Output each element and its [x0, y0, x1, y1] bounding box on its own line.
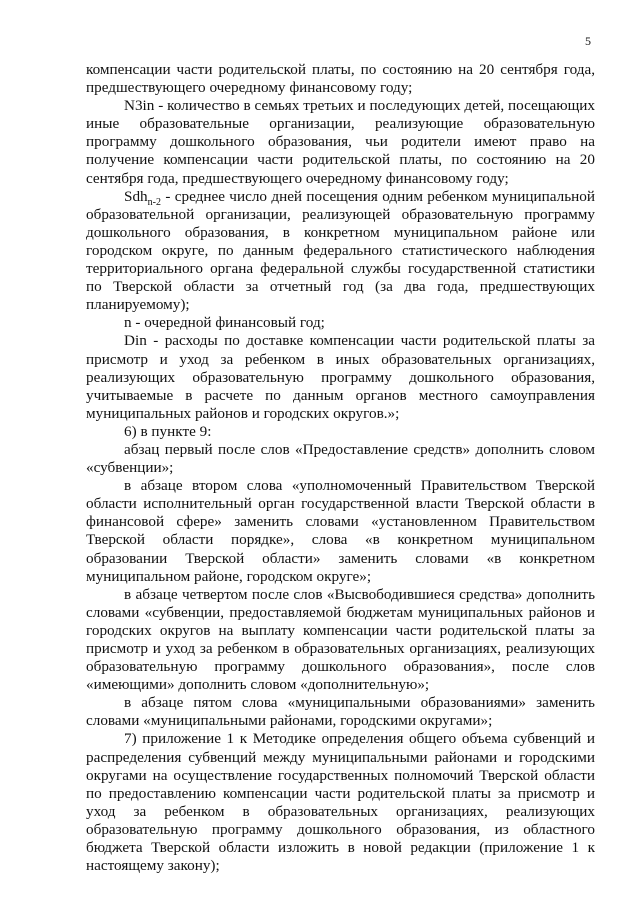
- page-number: 5: [585, 34, 591, 48]
- paragraph-abzac-first: абзац первый после слов «Предоставление средств» дополнить словом «субвенции»;: [86, 440, 595, 477]
- paragraph-abzac-fourth: в абзаце четвертом после слов «Высвободившиеся средства» дополнить словами «субвенции, предоставляемой бюджетам муниципальных районов и городских округов на выплату компенсации части родительской платы за присмотр и уход за ребенком в образовательных организациях, реализующих образовательную программу дошкольного образования», после слов «имеющими» дополнить словом «дополнительную»;: [86, 585, 595, 694]
- paragraph-item-7: 7) приложение 1 к Методике определения общего объема субвенций и распределения субвенций между муниципальными районами и городскими округами на осуществление государственных полномочий Тверской области по предоставлению компенсации части родительской платы за присмотр и уход за ребенком в образовательных организациях, реализующих образовательную программу дошкольного образования, из областного бюджета Тверской области изложить в новой редакции (приложение 1 к настоящему закону);: [86, 730, 595, 875]
- sdh-subscript: n-2: [147, 196, 161, 208]
- sdh-term: Sdh: [124, 187, 148, 205]
- paragraph-sdh-definition: [86, 188, 595, 315]
- paragraph-item-6: 6) в пункте 9:: [124, 422, 212, 440]
- paragraph-compensation-continuation: компенсации части родительской платы, по состоянию на 20 сентября года, предшествующего очередному финансовому году;: [86, 61, 595, 97]
- paragraph-din-definition: Din - расходы по доставке компенсации части родительской платы за присмотр и уход за ребенком в иных образовательных организациях, реализующих образовательную программу дошкольного образования, учитываемые в расчете по данным органов местного самоуправления муниципальных районов и городских округов.»;: [86, 332, 595, 422]
- paragraph-n3in-definition: N3in - количество в семьях третьих и последующих детей, посещающих иные образовательные организации, реализующие образовательную программу дошкольного образования, чьи родители имеют право на получение компенсации части родительской платы, по состоянию на 20 сентября года, предшествующего очередному финансовому году;: [86, 97, 595, 187]
- paragraph-n-definition: n - очередной финансовый год;: [124, 314, 325, 332]
- document-body: [86, 61, 595, 875]
- paragraph-abzac-second: в абзаце втором слова «уполномоченный Правительством Тверской области исполнительный орган государственной власти Тверской области в финансовой сфере» заменить словами «установленном Правительством Тверской области порядке», слова «в конкретном муниципальном образовании Тверской области» заменить словами «в конкретном муниципальном районе, городском округе»;: [86, 477, 595, 585]
- paragraph-abzac-fifth: в абзаце пятом слова «муниципальными образованиями» заменить словами «муниципальными районами, городскими округами»;: [86, 694, 595, 730]
- sdh-text: - среднее число дней посещения одним ребенком муниципальной образовательной организации, реализующей образовательную программу дошкольного образования, в конкретном муниципальном районе или городском округе, по данным федерального статистического наблюдения территориального органа федеральной службы государственной статистики по Тверской области за отчетный год (за два года, предшествующих планируемому);: [86, 187, 595, 314]
